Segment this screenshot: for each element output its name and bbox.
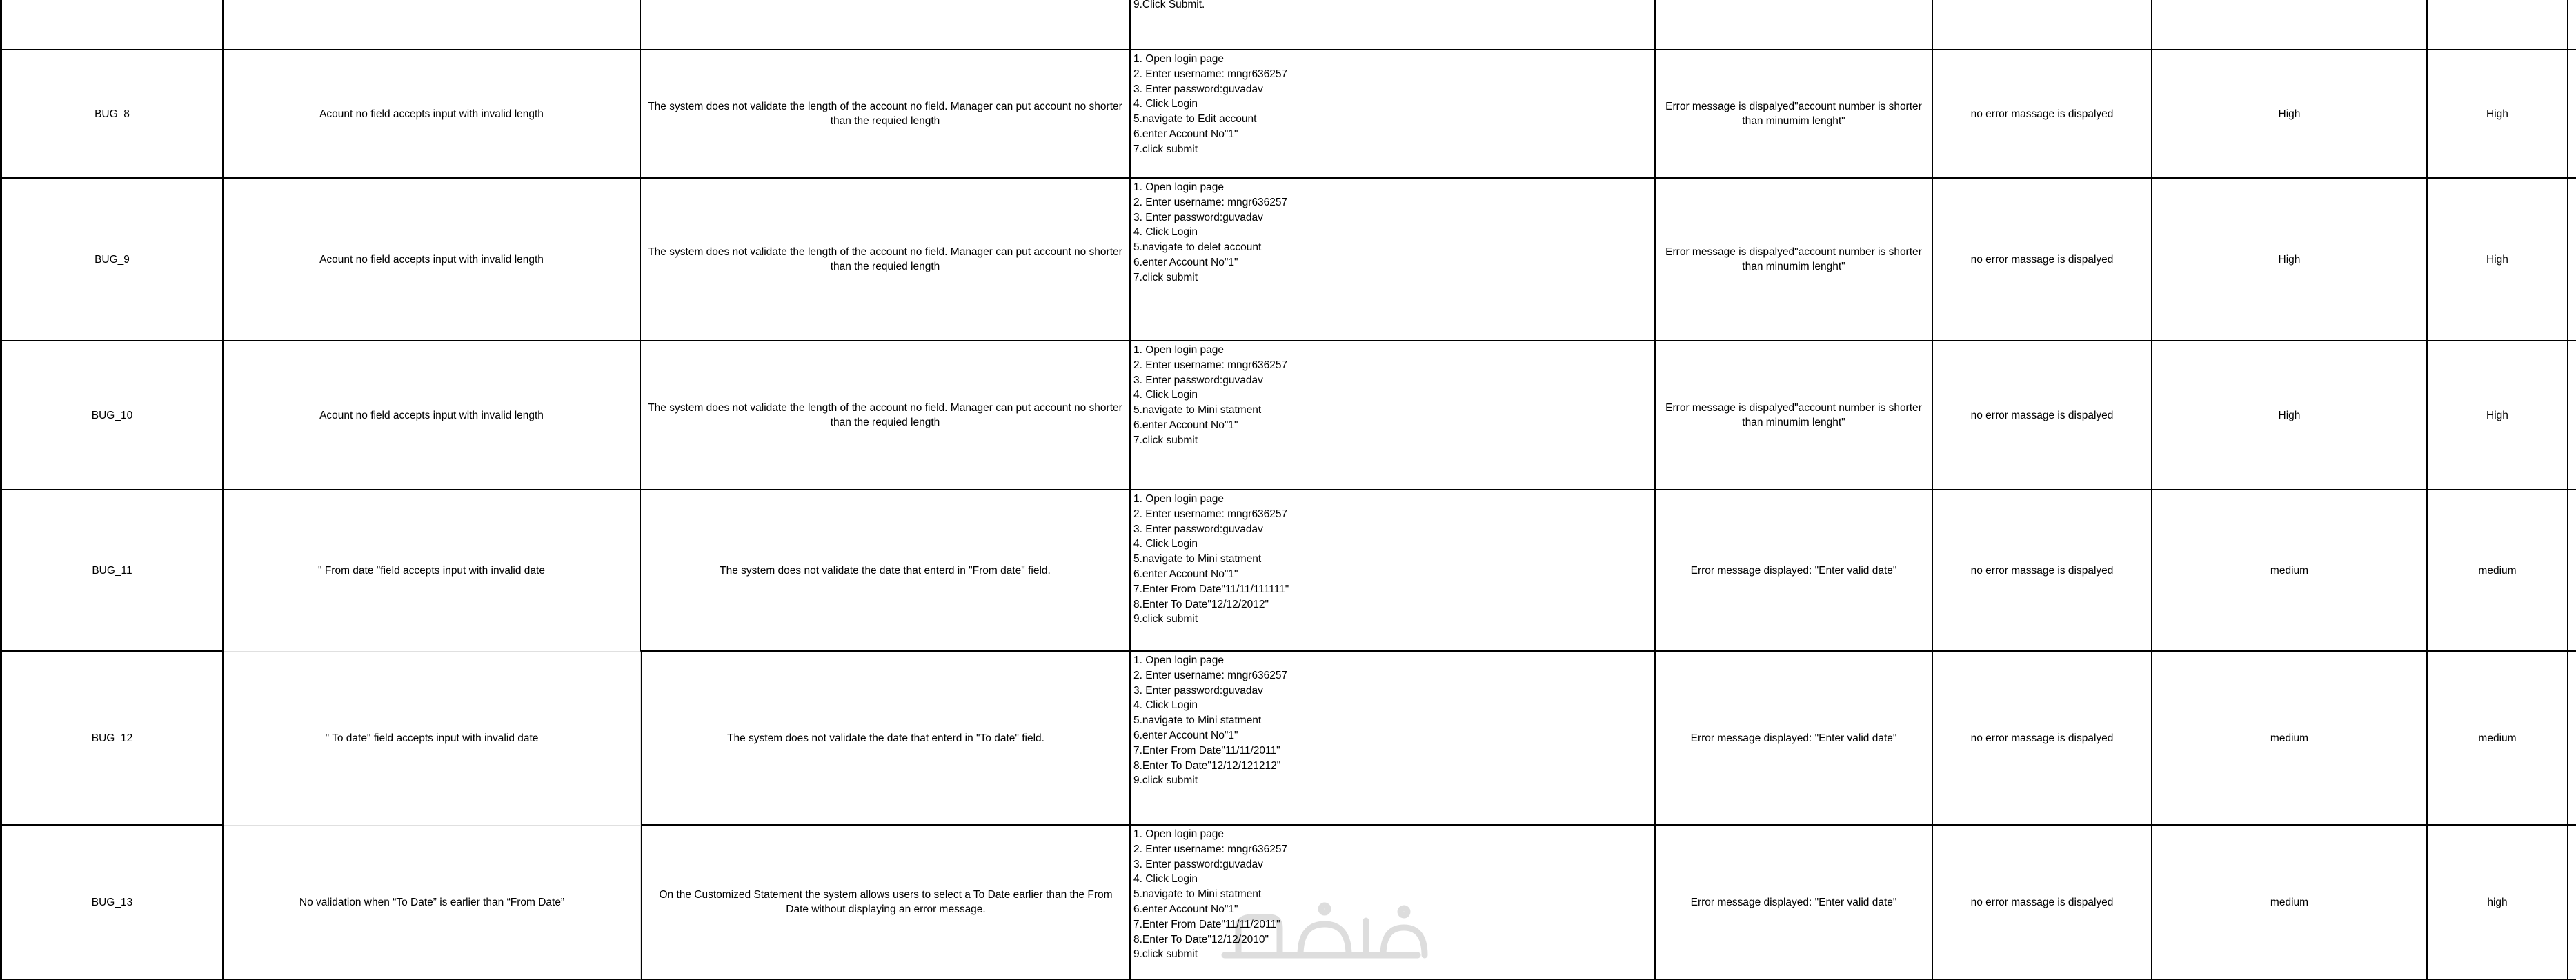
bug-id-text: BUG_11 (92, 564, 132, 577)
cell-extra[interactable] (2568, 341, 2576, 490)
cell-actual[interactable] (1933, 50, 2152, 179)
summary-text: " To date" field accepts input with invalid date (325, 732, 539, 744)
cell-severity[interactable] (2152, 652, 2428, 826)
steps-text: 1. Open login page 2. Enter username: mngr636257 3. Enter password:guvadav 4. Click Login 5.navigate to delet account 6.enter Account No"1" 7.click submit (1133, 181, 1288, 283)
cell-actual[interactable] (1933, 179, 2152, 341)
severity-text: High (2278, 253, 2301, 266)
cell-top-summary[interactable] (224, 0, 641, 50)
cell-priority[interactable] (2428, 50, 2568, 179)
cell-top-extra[interactable] (2568, 0, 2576, 50)
steps-text: 1. Open login page 2. Enter username: mngr636257 3. Enter password:guvadav 4. Click Login 5.navigate to Mini statment 6.enter Account No"1" 7.Enter From Date"11/11/2011" 8.Enter To Date"12/12/2010" 9.click submit (1133, 828, 1288, 961)
cell-priority[interactable] (2428, 341, 2568, 490)
summary-text: Acount no field accepts input with invalid length (319, 108, 544, 120)
bug-id-text: BUG_10 (91, 409, 133, 421)
cell-bug-id[interactable] (0, 652, 224, 826)
actual-text: no error massage is dispalyed (1970, 896, 2114, 908)
severity-text: medium (2270, 732, 2309, 744)
cell-summary[interactable] (224, 826, 641, 980)
cell-description[interactable] (641, 179, 1131, 341)
cell-priority[interactable] (2428, 490, 2568, 652)
severity-text: High (2278, 108, 2301, 120)
description-text: The system does not validate the length of the account no field. Manager can put account no shorter than the requied length (648, 101, 1126, 127)
cell-summary[interactable] (224, 50, 641, 179)
steps-text: 1. Open login page 2. Enter username: mngr636257 3. Enter password:guvadav 4. Click Login 5.navigate to Mini statment 6.enter Account No"1" 7.Enter From Date"11/11/111111" 8.Enter To Date"12/12/2012" 9.click submit (1133, 493, 1289, 626)
cell-bug-id[interactable] (0, 341, 224, 490)
cell-bug-id[interactable] (0, 50, 224, 179)
description-text: The system does not validate the length of the account no field. Manager can put account no shorter than the requied length (648, 246, 1126, 272)
cell-summary[interactable] (224, 652, 641, 826)
bug-id-text: BUG_9 (95, 253, 130, 266)
expected-text: Error message displayed: "Enter valid date" (1690, 564, 1897, 577)
cell-summary[interactable] (224, 341, 641, 490)
cell-expected[interactable] (1656, 341, 1933, 490)
priority-text: High (2486, 253, 2508, 266)
severity-text: High (2278, 409, 2301, 421)
cell-top-bug-id[interactable] (0, 0, 224, 50)
cell-actual[interactable] (1933, 652, 2152, 826)
summary-text: Acount no field accepts input with invalid length (319, 253, 544, 266)
actual-text: no error massage is dispalyed (1970, 564, 2114, 577)
cell-priority[interactable] (2428, 179, 2568, 341)
cell-description[interactable] (641, 652, 1131, 826)
cell-steps[interactable] (1131, 341, 1656, 490)
steps-text: 1. Open login page 2. Enter username: mngr636257 3. Enter password:guvadav 4. Click Login 5.navigate to Mini statment 6.enter Account No"1" 7.click submit (1133, 344, 1288, 446)
priority-text: high (2487, 896, 2508, 908)
cell-summary[interactable] (224, 179, 641, 341)
cell-expected[interactable] (1656, 826, 1933, 980)
cell-severity[interactable] (2152, 826, 2428, 980)
cell-description[interactable] (641, 341, 1131, 490)
cell-description[interactable] (641, 826, 1131, 980)
summary-text: No validation when “To Date” is earlier than “From Date” (299, 896, 565, 908)
cell-steps[interactable] (1131, 50, 1656, 179)
priority-text: High (2486, 409, 2508, 421)
priority-text: medium (2478, 732, 2517, 744)
cell-expected[interactable] (1656, 179, 1933, 341)
cell-actual[interactable] (1933, 490, 2152, 652)
cell-top-actual[interactable] (1933, 0, 2152, 50)
cell-severity[interactable] (2152, 179, 2428, 341)
cell-priority[interactable] (2428, 826, 2568, 980)
cell-severity[interactable] (2152, 490, 2428, 652)
summary-text: " From date "field accepts input with invalid date (318, 565, 545, 577)
cell-expected[interactable] (1656, 490, 1933, 652)
cell-description[interactable] (641, 490, 1131, 652)
cell-extra[interactable] (2568, 179, 2576, 341)
cell-top-severity[interactable] (2152, 0, 2428, 50)
cell-extra[interactable] (2568, 826, 2576, 980)
cell-bug-id[interactable] (0, 490, 224, 652)
cell-top-steps[interactable] (1131, 0, 1656, 50)
top-steps-text: 9.Click Submit. (1133, 0, 1205, 10)
cell-top-description[interactable] (641, 0, 1131, 50)
expected-text: Error message is dispalyed"account number is shorter than minumim lenght" (1665, 246, 1925, 272)
expected-text: Error message is dispalyed"account number is shorter than minumim lenght" (1665, 101, 1925, 127)
priority-text: medium (2478, 564, 2517, 577)
cell-bug-id[interactable] (0, 826, 224, 980)
expected-text: Error message is dispalyed"account number is shorter than minumim lenght" (1665, 402, 1925, 428)
summary-text: Acount no field accepts input with invalid length (319, 409, 544, 421)
cell-summary[interactable] (224, 490, 641, 652)
cell-extra[interactable] (2568, 490, 2576, 652)
cell-severity[interactable] (2152, 50, 2428, 179)
cell-extra[interactable] (2568, 50, 2576, 179)
actual-text: no error massage is dispalyed (1970, 108, 2114, 120)
cell-expected[interactable] (1656, 652, 1933, 826)
actual-text: no error massage is dispalyed (1970, 732, 2114, 744)
bug-id-text: BUG_12 (91, 732, 133, 744)
cell-actual[interactable] (1933, 826, 2152, 980)
steps-text: 1. Open login page 2. Enter username: mngr636257 3. Enter password:guvadav 4. Click Login 5.navigate to Mini statment 6.enter Account No"1" 7.Enter From Date"11/11/2011" 8.Enter To Date"12/12/121212" 9.click submit (1133, 654, 1288, 787)
description-text: The system does not validate the date that enterd in "To date" field. (727, 732, 1044, 744)
cell-top-priority[interactable] (2428, 0, 2568, 50)
severity-text: medium (2270, 564, 2309, 577)
cell-steps[interactable] (1131, 490, 1656, 652)
cell-severity[interactable] (2152, 341, 2428, 490)
description-text: On the Customized Statement the system allows users to select a To Date earlier than the From Date without displaying an error message. (659, 889, 1116, 915)
cell-actual[interactable] (1933, 341, 2152, 490)
expected-text: Error message displayed: "Enter valid date" (1690, 732, 1897, 744)
bug-id-text: BUG_8 (95, 108, 130, 120)
actual-text: no error massage is dispalyed (1970, 253, 2114, 266)
steps-text: 1. Open login page 2. Enter username: mngr636257 3. Enter password:guvadav 4. Click Login 5.navigate to Edit account 6.enter Account No"1" 7.click submit (1133, 53, 1288, 155)
severity-text: medium (2270, 896, 2309, 908)
cell-description[interactable] (641, 50, 1131, 179)
expected-text: Error message displayed: "Enter valid date" (1690, 896, 1897, 908)
bug-id-text: BUG_13 (91, 896, 133, 908)
description-text: The system does not validate the date that enterd in "From date" field. (720, 564, 1051, 577)
actual-text: no error massage is dispalyed (1970, 409, 2114, 421)
cell-extra[interactable] (2568, 652, 2576, 826)
cell-steps[interactable] (1131, 652, 1656, 826)
cell-steps[interactable] (1131, 826, 1656, 980)
description-text: The system does not validate the length of the account no field. Manager can put account no shorter than the requied length (648, 402, 1126, 428)
cell-bug-id[interactable] (0, 179, 224, 341)
cell-expected[interactable] (1656, 50, 1933, 179)
cell-top-expected[interactable] (1656, 0, 1933, 50)
cell-steps[interactable] (1131, 179, 1656, 341)
priority-text: High (2486, 108, 2508, 120)
cell-priority[interactable] (2428, 652, 2568, 826)
